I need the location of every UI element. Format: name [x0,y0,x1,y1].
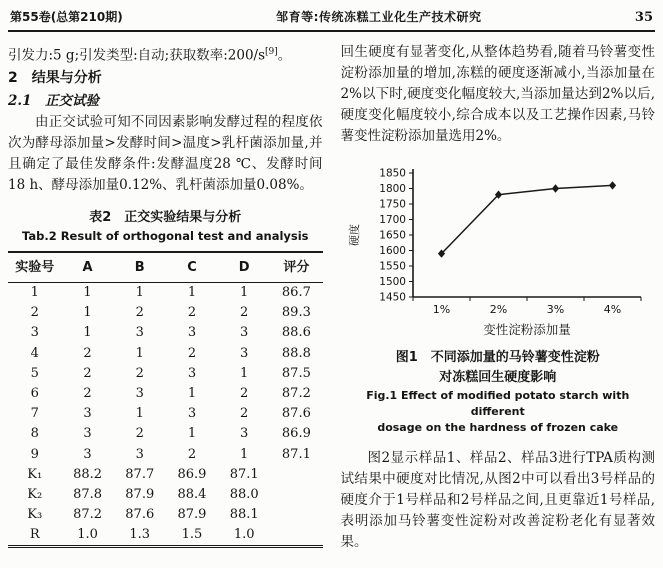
svg-text:1550: 1550 [378,260,406,273]
table-cell: 1 [187,426,197,442]
table-cell: 1 [135,406,144,422]
table-row [8,303,323,323]
figure1-caption-zh-line2: 对冻糕回生硬度影响 [439,370,557,385]
svg-text:1850: 1850 [378,167,406,180]
table-cell: 88.1 [229,507,259,523]
table-cell: 2 [240,386,249,402]
table-cell: 87.6 [125,507,155,523]
table-cell: 2 [187,446,197,462]
table-row [8,404,323,424]
table-title-en: Tab.2 Result of orthogonal test and analysis [21,228,309,243]
table-header-cell: A [61,252,113,283]
table-title-zh: 表2 正交实验结果与分析 [89,209,242,225]
table-cell: 87.9 [125,486,155,502]
svg-text:硬度: 硬度 [347,224,361,246]
table-cell: 1 [83,285,92,301]
table-cell: 3 [30,325,39,341]
table-cell: 2 [83,345,92,361]
table-row [8,525,323,547]
table-cell: 3 [83,426,92,442]
table-cell: 86.9 [177,466,207,482]
table-header-cell: 评分 [270,252,322,283]
table-row [8,323,323,343]
table-cell: 1 [187,285,197,301]
svg-text:1750: 1750 [378,198,406,211]
table-row [8,383,323,403]
table-cell: 2 [30,305,39,321]
table-cell: 1 [83,325,92,341]
table-header-cell: D [218,252,270,283]
page-header [8,4,655,32]
figure1-caption-zh-line1: 图1 不同添加量的马铃薯变性淀粉 [395,350,600,365]
table-cell: 1 [135,345,144,361]
figure1-chart [347,161,651,339]
table-cell: 2 [187,305,197,321]
table-cell: 3 [135,446,144,462]
svg-text:1700: 1700 [378,214,406,226]
table-row [8,464,323,484]
svg-text:2%: 2% [489,303,507,316]
table-cell: 88.0 [229,486,259,502]
svg-text:1800: 1800 [378,183,406,195]
journal-volume-info: 第55卷(总第210期) [10,10,123,24]
table-cell: 4 [30,345,39,361]
svg-text:1450: 1450 [378,291,406,304]
table-row [8,363,323,383]
table-cell: 2 [135,426,144,442]
table-cell: 3 [135,325,144,341]
svg-text:1%: 1% [432,303,450,316]
table-cell: 87.2 [281,386,311,402]
table-cell: 1.0 [233,527,255,543]
table-cell: 3 [240,426,249,442]
table-cell: 1 [187,386,197,402]
svg-text:4%: 4% [603,303,621,316]
table-cell: K₂ [27,486,43,502]
paragraph-hardness-discussion: 回生硬度有显著变化,从整体趋势看,随着马铃薯变性淀粉添加量的增加,冻糕的硬度逐渐减小,当添加量在2%以下时,硬度变化幅度较大,当添加量达到2%以后,硬度变化幅度较小,综合成本以及工艺操作因素,马铃薯变性淀粉添加量选用2%。 [340,44,655,144]
table-row [8,282,323,303]
table-cell: 3 [240,325,249,341]
table-cell: 3 [83,446,92,462]
table-cell: 87.8 [73,486,103,502]
table-cell: K₃ [27,507,43,523]
table-cell: 3 [187,325,197,341]
table-cell: 86.7 [281,285,311,301]
table-cell: 8 [30,426,39,442]
section-heading-results: 2 结果与分析 [8,69,102,86]
table-cell: 5 [30,365,39,381]
table-header-cell: B [114,252,166,283]
table-row [8,444,323,464]
table-cell: 1.5 [181,527,203,543]
orthogonal-table-head [8,252,323,283]
table-cell: 1 [30,285,39,301]
figure1 [347,161,656,346]
table-cell: 88.2 [73,466,103,482]
table-cell: 88.4 [177,486,207,502]
orthogonal-table-body [8,282,323,546]
table-cell: 87.7 [125,466,155,482]
table-cell: 6 [30,386,39,402]
table-cell: 88.6 [281,325,311,341]
table-row [8,484,323,504]
table-cell: 2 [135,305,144,321]
left-column [8,42,323,553]
figure1-caption-en-line2: dosage on the hardness of frozen cake [377,421,619,434]
svg-text:变性淀粉添加量: 变性淀粉添加量 [482,322,571,337]
table-header-cell: 实验号 [8,252,61,283]
figure1-caption-en-line1: Fig.1 Effect of modified potato starch with different [366,389,630,418]
table-cell [270,505,322,525]
table-cell: 87.1 [229,466,259,482]
table-cell: 1.3 [129,527,151,543]
right-column [341,42,656,553]
table-cell: 1 [240,446,249,462]
running-title: 邹育等:传统冻糕工业化生产技术研究 [276,10,482,24]
table-cell: 9 [30,446,39,462]
paragraph-orthogonal-result: 由正交试验可知不同因素影响发酵过程的程度依次为酵母添加量>发酵时间>温度>乳杆菌添加量,并且确定了最佳发酵条件:发酵温度28 ℃、发酵时间18 h、酵母添加量0.12%、乳杆菌添加量0.08%。 [8,113,323,193]
table-cell: 1.0 [77,527,98,543]
table-cell: 86.9 [281,426,311,442]
citation-ref: [9] [265,47,278,57]
table-cell: 1 [240,285,249,301]
table-cell: R [29,527,40,543]
table-cell: 2 [83,365,92,381]
table-cell [270,525,322,547]
table-cell: 3 [240,345,249,361]
table-cell: 2 [135,365,144,381]
table-cell: 1 [240,365,249,381]
subsection-heading-orthogonal: 2.1 正交试验 [8,92,99,109]
table-cell: 87.1 [281,446,311,462]
table-cell: 2 [83,386,92,402]
table-row [8,424,323,444]
trigger-settings-text: 引发力:5 g;引发类型:自动;获取数率:200/s [8,47,266,64]
table-cell: 3 [135,386,144,402]
orthogonal-table [8,251,323,548]
table-row [8,505,323,525]
table-cell: 2 [240,406,249,422]
svg-text:1600: 1600 [378,245,406,257]
table-cell: 89.3 [281,305,311,321]
table-cell [270,484,322,504]
table-header-cell: C [166,252,218,283]
table-cell: K₁ [27,466,43,482]
sentence-end: 。 [277,47,292,64]
table-cell: 3 [187,365,197,381]
table-cell: 87.2 [73,507,103,523]
table-cell: 7 [30,406,39,422]
table-row [8,343,323,363]
table-cell: 3 [83,406,92,422]
table-cell: 87.6 [281,406,311,422]
paragraph-trigger-settings [8,42,323,67]
table-cell: 2 [240,305,249,321]
table-cell: 3 [187,406,197,422]
page-number: 35 [634,10,653,25]
paragraph-tpa-discussion: 图2显示样品1、样品2、样品3进行TPA质构测试结果中硬度对比情况,从图2中可以看出3号样品的硬度介于1号样品和2号样品之间,且更靠近1号样品,表明添加马铃薯变性淀粉对改善淀粉老化有显著效果。 [340,450,655,550]
table-cell: 88.8 [281,345,311,361]
table-cell: 87.9 [177,507,207,523]
table-cell: 1 [135,285,144,301]
svg-text:1650: 1650 [378,229,406,242]
table-cell: 87.5 [281,365,311,381]
two-column-body [8,32,655,553]
svg-text:1500: 1500 [378,276,406,288]
table-cell [270,464,322,484]
table-cell: 1 [83,305,92,321]
svg-text:3%: 3% [546,303,564,316]
table-header-row [8,252,323,283]
table-cell: 2 [187,345,197,361]
